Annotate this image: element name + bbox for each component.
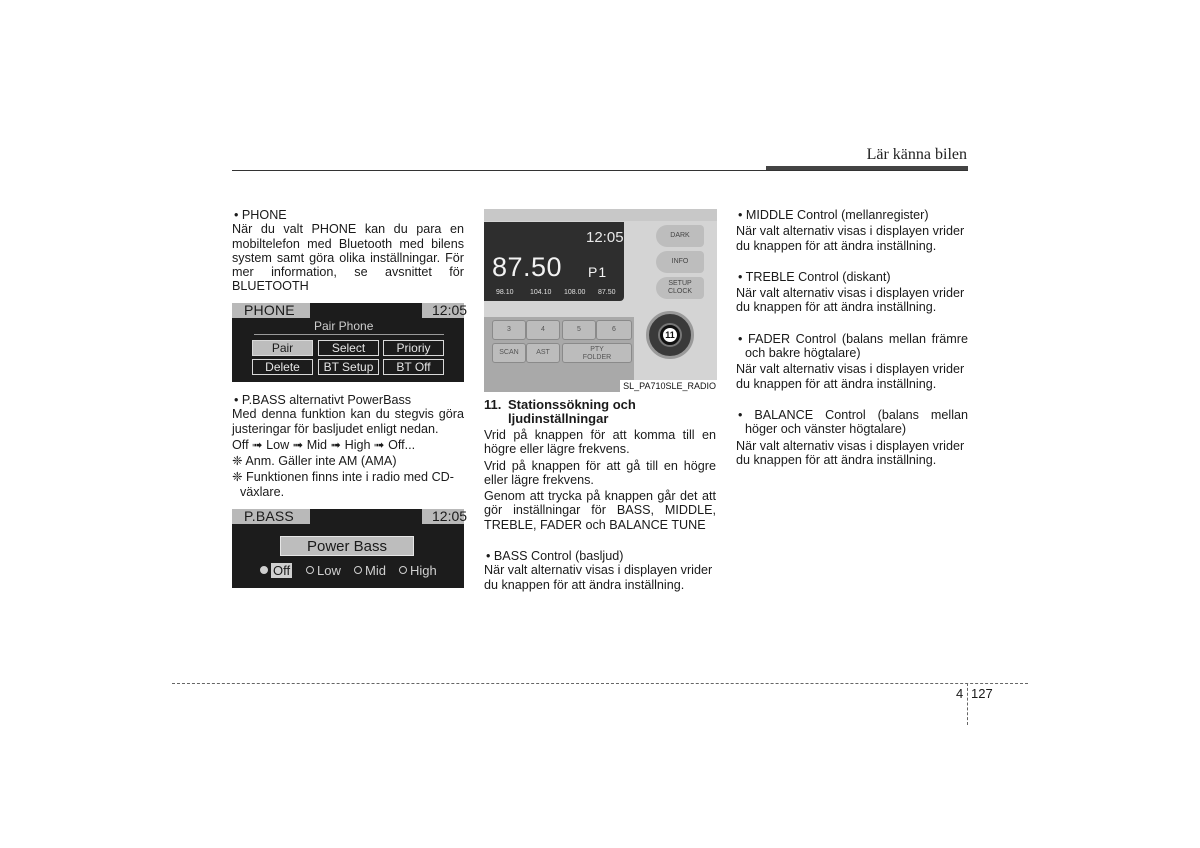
key-6: 6 — [596, 320, 632, 340]
fader-text: När valt alternativ visas i displayen vrider du knappen för att ändra inställning. — [736, 362, 965, 391]
key-5: 5 — [562, 320, 596, 340]
paragraph-2: Vrid på knappen för att gå till en högre eller lägre frekvens. — [484, 458, 716, 487]
delete-button: Delete — [252, 359, 313, 375]
section-heading — [484, 398, 716, 426]
preset-2: 104.10 — [530, 289, 552, 296]
callout-number: 11 — [663, 328, 677, 342]
phone-screen-divider — [254, 334, 444, 335]
balance-bullet: • BALANCE Control (balans mellan höger och vänster högtalare) — [738, 407, 968, 437]
pbass-option-mid: Mid — [354, 564, 386, 578]
pbass-text: Med denna funktion kan du stegvis göra justeringar för basljudet enligt nedan. — [232, 407, 464, 436]
radio-preset-label: P1 — [588, 264, 608, 280]
bass-bullet: • BASS Control (basljud) — [486, 549, 624, 564]
bass-text: När valt alternativ visas i displayen vrider du knappen för att ändra inställning. — [484, 563, 713, 592]
phone-screen-title: PHONE — [232, 303, 310, 318]
radio-icon — [399, 566, 407, 574]
middle-bullet: • MIDDLE Control (mellanregister) — [738, 208, 929, 222]
phone-bullet: • PHONE — [234, 208, 287, 222]
preset-3: 108.00 — [564, 289, 586, 296]
phone-screen-subtitle: Pair Phone — [314, 319, 374, 333]
paragraph-3: Genom att trycka på knappen går det att gör inställningar för BASS, MIDDLE, TREBLE, FADER och BALANCE TUNE — [484, 489, 716, 532]
pbass-option-off: Off — [260, 564, 292, 578]
paragraph-1: Vrid på knappen för att komma till en högre eller lägre frekvens. — [484, 428, 716, 457]
radio-clock: 12:05 — [586, 229, 624, 246]
info-button: INFO — [656, 251, 704, 273]
radio-icon — [306, 566, 314, 574]
treble-bullet: • TREBLE Control (diskant) — [738, 269, 891, 284]
bt-off-button: BT Off — [383, 359, 444, 375]
radio-preset-row — [488, 289, 622, 298]
section-number: 11. — [484, 397, 502, 412]
radio-unit-photo — [484, 209, 717, 392]
phone-screen-image — [232, 302, 468, 382]
scan-key: SCAN — [492, 343, 526, 363]
key-4: 4 — [526, 320, 560, 340]
column-1-lower — [232, 393, 464, 499]
bt-setup-button: BT Setup — [318, 359, 379, 375]
priority-button: Prioriy — [383, 340, 444, 356]
key-3: 3 — [492, 320, 526, 340]
radio-selected-icon — [260, 566, 268, 574]
pbass-screen-time: 12:05 — [422, 509, 464, 524]
phone-screen-time: 12:05 — [422, 303, 464, 318]
page-number: 127 — [971, 686, 993, 701]
preset-1: 98.10 — [496, 289, 514, 296]
section-title: Stationssökning och ljudinställningar — [508, 397, 636, 426]
balance-text: När valt alternativ visas i displayen vrider du knappen för att ändra inställning. — [736, 438, 965, 467]
column-3 — [736, 208, 968, 467]
image-caption: SL_PA710SLE_RADIO — [620, 380, 717, 392]
column-2 — [484, 398, 716, 592]
chapter-number: 4 — [956, 686, 964, 701]
pty-folder-key: PTY FOLDER — [562, 343, 632, 363]
pair-button: Pair — [252, 340, 313, 356]
note-cd-changer: ❈ Funktionen finns inte i radio med CD-växlare. — [232, 470, 454, 499]
footer-rule — [172, 683, 1028, 684]
pbass-screen-image — [232, 508, 468, 588]
power-bass-label: Power Bass — [280, 536, 414, 556]
middle-text: När valt alternativ visas i displayen vrider du knappen för att ändra inställning. — [736, 224, 965, 253]
column-1 — [232, 208, 464, 294]
pbass-option-high: High — [399, 564, 437, 578]
ast-key: AST — [526, 343, 560, 363]
dark-button: DARK — [656, 225, 704, 247]
pbass-option-low: Low — [306, 564, 341, 578]
select-button: Select — [318, 340, 379, 356]
preset-4: 87.50 — [598, 289, 616, 296]
pbass-sequence: Off ➟ Low ➟ Mid ➟ High ➟ Off... — [232, 437, 416, 452]
footer-divider — [967, 683, 968, 725]
radio-icon — [354, 566, 362, 574]
header-rule — [232, 170, 968, 171]
treble-text: När valt alternativ visas i displayen vrider du knappen för att ändra inställning. — [736, 286, 965, 315]
radio-frequency: 87.50 — [492, 252, 563, 282]
phone-text: När du valt PHONE kan du para en mobiltelefon med Bluetooth med bilens system samt göra olika inställningar. För mer information, se avsnittet för BLUETOOTH — [232, 222, 464, 294]
fader-bullet: • FADER Control (balans mellan främre och bakre högtalare) — [738, 331, 968, 361]
note-am: ❈ Anm. Gäller inte AM (AMA) — [232, 454, 397, 469]
running-header: Lär känna bilen — [866, 146, 967, 163]
pbass-bullet: • P.BASS alternativt PowerBass — [234, 393, 412, 407]
radio-top-trim — [484, 209, 717, 221]
pbass-screen-title: P.BASS — [232, 509, 310, 524]
setup-clock-button: SETUP CLOCK — [656, 277, 704, 299]
